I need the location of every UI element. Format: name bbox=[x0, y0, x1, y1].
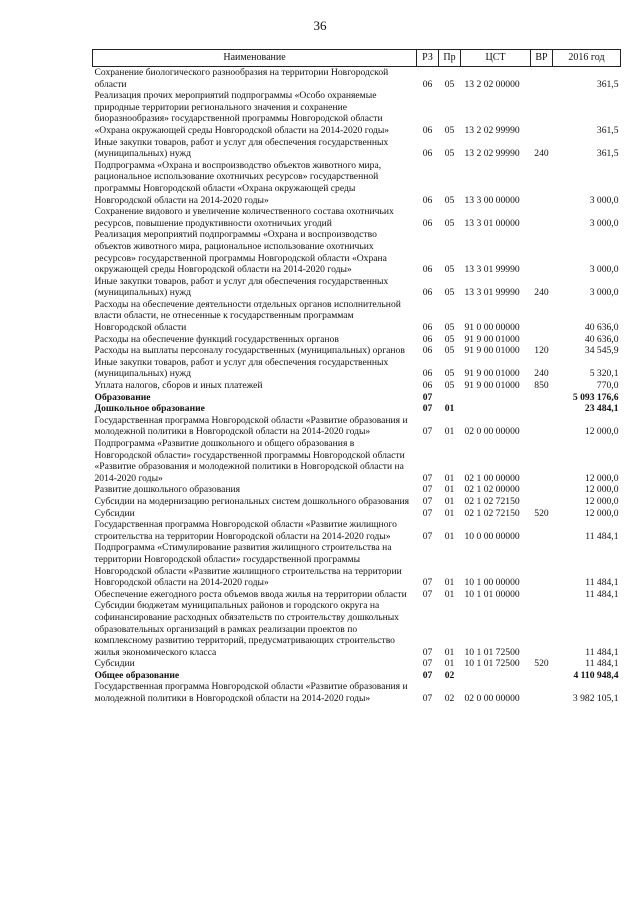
row-amount: 770,0 bbox=[596, 380, 619, 392]
row-name: Иные закупки товаров, работ и услуг для обеспечения государственных (муниципальных) нужд bbox=[94, 275, 389, 299]
table-row bbox=[93, 658, 621, 670]
table-row bbox=[93, 160, 621, 206]
row-cst bbox=[461, 392, 531, 404]
row-pr: 01 bbox=[444, 426, 455, 438]
row-cst: 02 1 02 00000 bbox=[464, 484, 520, 496]
row-name: Подпрограмма «Стимулирование развития жилищного строительства на территории Новгородской области» государственной программы Новгородской области «Развитие жилищного строительства на территории Новгородской области на 2014-2020 годы» bbox=[94, 542, 402, 589]
row-cst: 13 3 00 00000 bbox=[464, 194, 520, 206]
row-pr: 05 bbox=[444, 380, 455, 392]
row-amount: 3 982 105,1 bbox=[572, 693, 619, 705]
row-amount: 40 636,0 bbox=[584, 322, 619, 334]
table-row bbox=[93, 392, 621, 404]
row-name: Субсидии bbox=[94, 507, 135, 519]
table-row bbox=[93, 299, 621, 334]
header-name: Наименование bbox=[93, 50, 417, 67]
row-rz: 06 bbox=[422, 322, 433, 334]
row-rz: 07 bbox=[422, 403, 433, 415]
row-pr bbox=[439, 392, 461, 404]
row-name: Общее образование bbox=[94, 669, 180, 681]
row-name: Субсидии бюджетам муниципальных районов и городского округа на софинансирование расходных обязательств по строительству дошкольных образовательных организаций в рамках реализации проектов по комплексному развитию территорий, предусматривающих строительство жилья экономического класса bbox=[94, 600, 399, 658]
row-pr: 01 bbox=[444, 577, 455, 589]
row-rz: 07 bbox=[422, 507, 433, 519]
row-vr: 120 bbox=[534, 345, 549, 357]
row-vr bbox=[531, 600, 553, 658]
row-name: Иные закупки товаров, работ и услуг для обеспечения государственных (муниципальных) нужд bbox=[94, 356, 389, 380]
row-amount: 3 000,0 bbox=[589, 287, 619, 299]
row-amount: 5 320,1 bbox=[589, 368, 619, 380]
row-pr: 05 bbox=[444, 194, 455, 206]
row-rz: 06 bbox=[422, 264, 433, 276]
table-row bbox=[93, 415, 621, 438]
row-amount: 361,5 bbox=[596, 78, 619, 90]
table-row bbox=[93, 496, 621, 508]
row-name: Реализация прочих мероприятий подпрограммы «Особо охраняемые природные территории регионального значения и сохранение биоразнообразия» государственной программы Новгородской области «Охрана окружающей среды Новгородской области на 2014-2020 годы» bbox=[94, 90, 390, 136]
row-amount: 12 000,0 bbox=[584, 484, 619, 496]
row-amount: 11 484,1 bbox=[585, 577, 619, 589]
row-pr: 01 bbox=[444, 530, 455, 542]
row-cst: 02 1 02 72150 bbox=[464, 495, 520, 507]
row-cst: 02 1 00 00000 bbox=[464, 472, 520, 484]
row-vr: 520 bbox=[534, 507, 549, 519]
row-pr: 05 bbox=[444, 124, 455, 136]
row-vr bbox=[531, 403, 553, 415]
row-name: Сохранение биологического разнообразия на территории Новгородской области bbox=[94, 67, 389, 90]
row-cst: 13 2 02 00000 bbox=[464, 78, 520, 90]
row-vr bbox=[531, 392, 553, 404]
row-pr: 01 bbox=[444, 588, 455, 600]
row-rz: 06 bbox=[422, 333, 433, 345]
row-pr: 01 bbox=[444, 403, 455, 415]
row-cst: 13 2 02 99990 bbox=[464, 148, 520, 160]
row-pr: 05 bbox=[444, 217, 455, 229]
row-rz: 07 bbox=[422, 588, 433, 600]
row-name: Обеспечение ежегодного роста объемов ввода жилья на территории области bbox=[94, 588, 407, 600]
row-amount: 3 000,0 bbox=[589, 194, 619, 206]
row-name: Дошкольное образование bbox=[94, 403, 205, 415]
row-rz: 07 bbox=[422, 646, 433, 658]
table-row bbox=[93, 542, 621, 588]
row-vr bbox=[531, 589, 553, 601]
row-rz: 06 bbox=[422, 368, 433, 380]
row-name: Государственная программа Новгородской области «Развитие жилищного строительства на территории Новгородской области на 2014-2020 годы» bbox=[94, 519, 397, 542]
row-amount: 3 000,0 bbox=[589, 264, 619, 276]
row-vr: 240 bbox=[534, 148, 549, 160]
table-row bbox=[93, 345, 621, 357]
row-vr bbox=[531, 670, 553, 682]
row-vr bbox=[531, 160, 553, 206]
row-rz: 06 bbox=[422, 148, 433, 160]
header-rz: РЗ bbox=[417, 50, 439, 67]
table-row bbox=[93, 670, 621, 682]
row-cst: 02 0 00 00000 bbox=[464, 693, 520, 705]
row-vr bbox=[531, 415, 553, 438]
row-amount: 11 484,1 bbox=[585, 530, 619, 542]
table-row bbox=[93, 206, 621, 229]
table-row bbox=[93, 334, 621, 346]
table-header-row bbox=[93, 50, 621, 67]
row-cst: 91 9 00 01000 bbox=[464, 380, 520, 392]
row-vr bbox=[531, 681, 553, 704]
row-amount: 5 093 176,6 bbox=[572, 391, 619, 403]
row-rz: 07 bbox=[422, 426, 433, 438]
row-cst: 10 1 01 72500 bbox=[464, 646, 520, 658]
row-pr: 05 bbox=[444, 368, 455, 380]
row-cst: 91 9 00 01000 bbox=[464, 368, 520, 380]
row-cst: 91 0 00 00000 bbox=[464, 322, 520, 334]
row-rz: 06 bbox=[422, 380, 433, 392]
header-pr: Пр bbox=[439, 50, 461, 67]
row-cst: 13 3 01 99990 bbox=[464, 264, 520, 276]
row-pr: 01 bbox=[444, 658, 455, 670]
row-pr: 01 bbox=[444, 495, 455, 507]
row-vr: 240 bbox=[534, 287, 549, 299]
row-pr: 05 bbox=[444, 345, 455, 357]
table-row bbox=[93, 276, 621, 299]
row-vr bbox=[531, 542, 553, 588]
row-cst: 91 9 00 01000 bbox=[464, 345, 520, 357]
row-name: Подпрограмма «Развитие дошкольного и общего образования в Новгородской области» государственной программы Новгородской области «Развитие образования и молодежной политики в Новгородской области на 2014-2020 годы» bbox=[94, 438, 405, 484]
table-row bbox=[93, 508, 621, 520]
table-row bbox=[93, 600, 621, 658]
row-rz: 07 bbox=[422, 577, 433, 589]
row-name: Сохранение видового и увеличение количественного состава охотничьих ресурсов, повышение продуктивности охотничьих угодий bbox=[94, 206, 394, 229]
row-rz: 06 bbox=[422, 217, 433, 229]
row-amount: 40 636,0 bbox=[584, 333, 619, 345]
row-cst: 10 1 00 00000 bbox=[464, 577, 520, 589]
row-cst: 13 3 01 00000 bbox=[464, 217, 520, 229]
row-name: Расходы на обеспечение деятельности отдельных органов исполнительной власти области, не отнесенные к государственным программам Новгородской области bbox=[94, 298, 401, 334]
row-pr: 05 bbox=[444, 333, 455, 345]
header-year: 2016 год bbox=[553, 50, 621, 67]
row-amount: 12 000,0 bbox=[584, 426, 619, 438]
row-pr: 01 bbox=[444, 507, 455, 519]
table-row bbox=[93, 229, 621, 275]
row-rz: 07 bbox=[422, 669, 433, 681]
row-name: Государственная программа Новгородской области «Развитие образования и молодежной политики в Новгородской области на 2014-2020 годы» bbox=[94, 414, 408, 438]
row-rz: 07 bbox=[422, 530, 433, 542]
table-row bbox=[93, 589, 621, 601]
row-amount: 11 484,1 bbox=[585, 646, 619, 658]
table-row bbox=[93, 519, 621, 542]
row-pr: 01 bbox=[444, 472, 455, 484]
row-cst: 10 0 00 00000 bbox=[464, 530, 520, 542]
table-row bbox=[93, 403, 621, 415]
row-name: Иные закупки товаров, работ и услуг для обеспечения государственных (муниципальных) нужд bbox=[94, 136, 389, 160]
row-amount: 4 110 948,4 bbox=[573, 669, 619, 681]
row-rz: 06 bbox=[422, 194, 433, 206]
row-vr bbox=[531, 229, 553, 275]
row-vr bbox=[531, 519, 553, 542]
row-amount: 12 000,0 bbox=[584, 495, 619, 507]
table-row bbox=[93, 438, 621, 484]
row-vr bbox=[531, 90, 553, 136]
row-rz: 07 bbox=[422, 391, 433, 403]
row-pr: 05 bbox=[444, 148, 455, 160]
row-pr: 05 bbox=[444, 322, 455, 334]
row-vr bbox=[531, 206, 553, 229]
row-name: Образование bbox=[94, 391, 151, 403]
row-name: Расходы на обеспечение функций государственных органов bbox=[94, 333, 339, 345]
budget-table bbox=[92, 49, 621, 705]
row-amount: 11 484,1 bbox=[585, 658, 619, 670]
row-name: Субсидии на модернизацию региональных систем дошкольного образования bbox=[94, 495, 410, 507]
row-name: Расходы на выплаты персоналу государственных (муниципальных) органов bbox=[94, 345, 405, 357]
row-pr: 01 bbox=[444, 484, 455, 496]
row-rz: 07 bbox=[422, 693, 433, 705]
row-vr bbox=[531, 299, 553, 334]
row-pr: 05 bbox=[444, 287, 455, 299]
row-amount: 11 484,1 bbox=[585, 588, 619, 600]
row-amount: 12 000,0 bbox=[584, 472, 619, 484]
header-vr: ВР bbox=[531, 50, 553, 67]
row-rz: 06 bbox=[422, 287, 433, 299]
table-row bbox=[93, 90, 621, 136]
row-amount: 34 545,9 bbox=[584, 345, 619, 357]
row-cst: 10 1 01 72500 bbox=[464, 658, 520, 670]
row-pr: 05 bbox=[444, 264, 455, 276]
table-body bbox=[93, 67, 621, 705]
row-amount: 3 000,0 bbox=[589, 217, 619, 229]
row-pr: 01 bbox=[444, 646, 455, 658]
table-row bbox=[93, 681, 621, 704]
row-cst: 13 3 01 99990 bbox=[464, 287, 520, 299]
table-row bbox=[93, 357, 621, 380]
row-name: Развитие дошкольного образования bbox=[94, 484, 241, 496]
row-cst: 02 0 00 00000 bbox=[464, 426, 520, 438]
row-cst: 91 9 00 01000 bbox=[464, 333, 520, 345]
row-cst bbox=[461, 670, 531, 682]
row-name: Уплата налогов, сборов и иных платежей bbox=[94, 380, 263, 392]
row-vr: 520 bbox=[534, 658, 549, 670]
page-number: 36 bbox=[313, 18, 327, 33]
row-name: Государственная программа Новгородской области «Развитие образования и молодежной политики в Новгородской области на 2014-2020 годы» bbox=[94, 681, 408, 705]
row-name: Подпрограмма «Охрана и воспроизводство объектов животного мира, рациональное использование охотничьих ресурсов» государственной программы Новгородской области «Охрана окружающей среды Новгородской области на 2014-2020 годы» bbox=[94, 159, 382, 206]
row-rz: 07 bbox=[422, 484, 433, 496]
row-vr bbox=[531, 67, 553, 91]
row-name: Субсидии bbox=[94, 658, 135, 670]
row-amount: 361,5 bbox=[596, 124, 619, 136]
row-vr bbox=[531, 496, 553, 508]
row-rz: 06 bbox=[422, 345, 433, 357]
row-cst bbox=[461, 403, 531, 415]
row-vr bbox=[531, 334, 553, 346]
row-rz: 07 bbox=[422, 658, 433, 670]
row-vr bbox=[531, 438, 553, 484]
row-cst: 10 1 01 00000 bbox=[464, 588, 520, 600]
row-amount: 23 484,1 bbox=[584, 403, 619, 415]
row-amount: 12 000,0 bbox=[584, 507, 619, 519]
row-rz: 07 bbox=[422, 472, 433, 484]
row-pr: 02 bbox=[444, 669, 455, 681]
table-row bbox=[93, 380, 621, 392]
table-row bbox=[93, 67, 621, 91]
table-row bbox=[93, 137, 621, 160]
row-name: Реализация мероприятий подпрограммы «Охрана и воспроизводство объектов животного мира, рациональное использование охотничьих ресурсов» государственной программы Новгородской области «Охрана окружающей среды Новгородской области на 2014-2020 годы» bbox=[94, 229, 387, 276]
row-rz: 07 bbox=[422, 495, 433, 507]
row-pr: 05 bbox=[444, 78, 455, 90]
row-cst: 02 1 02 72150 bbox=[464, 507, 520, 519]
row-rz: 06 bbox=[422, 78, 433, 90]
row-vr: 240 bbox=[534, 368, 549, 380]
row-vr bbox=[531, 484, 553, 496]
row-pr: 02 bbox=[444, 693, 455, 705]
row-amount: 361,5 bbox=[596, 148, 619, 160]
header-cst: ЦСТ bbox=[461, 50, 531, 67]
table-row bbox=[93, 484, 621, 496]
row-cst: 13 2 02 99990 bbox=[464, 124, 520, 136]
row-rz: 06 bbox=[422, 124, 433, 136]
row-vr: 850 bbox=[534, 380, 549, 392]
